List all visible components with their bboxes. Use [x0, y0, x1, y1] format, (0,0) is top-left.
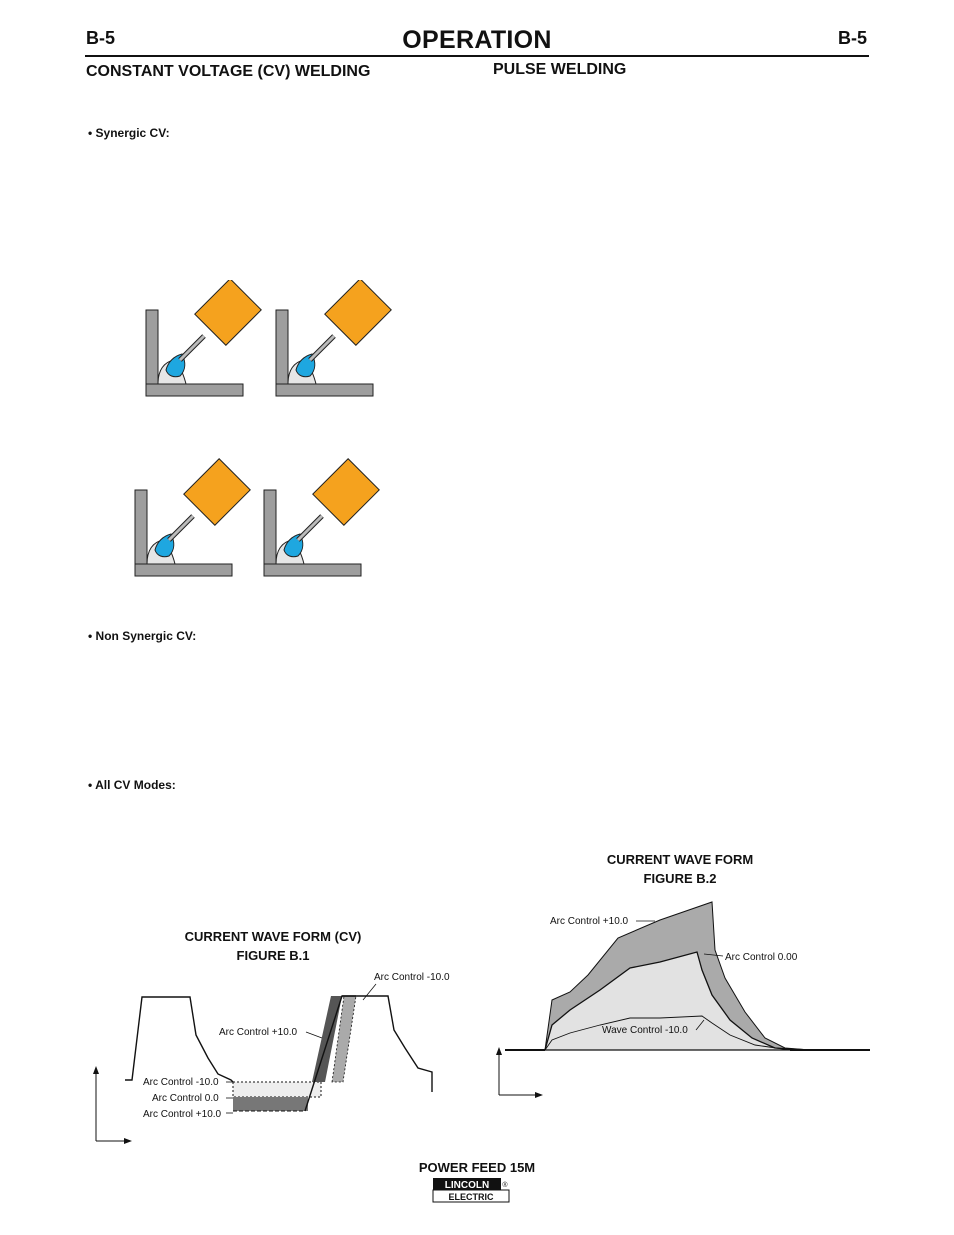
header-rule	[85, 55, 869, 57]
b2-label-plus: Arc Control +10.0	[550, 916, 629, 927]
all-cv-modes-bullet: • All CV Modes:	[88, 778, 176, 792]
b1-label-bottom-zero: Arc Control 0.0	[152, 1093, 219, 1104]
lincoln-logo-icon	[432, 1177, 510, 1204]
logo-bottom-text: ELECTRIC	[448, 1192, 494, 1202]
b1-label-top-minus: Arc Control -10.0	[374, 972, 450, 983]
logo-registered-mark: ®	[502, 1182, 508, 1189]
page-code-left: B-5	[86, 28, 116, 48]
figure-b2-title: CURRENT WAVE FORM	[606, 852, 754, 867]
b1-label-bottom-minus: Arc Control -10.0	[143, 1077, 219, 1088]
figure-b2-waveform	[490, 890, 880, 1110]
logo-top-text: LINCOLN	[444, 1180, 490, 1191]
b1-band-minus	[233, 1082, 321, 1097]
weld-illustration-4	[264, 459, 379, 576]
figure-b1-title: CURRENT WAVE FORM (CV)	[184, 929, 362, 944]
figure-b1-waveform	[80, 960, 470, 1150]
b1-band-zero	[233, 1097, 308, 1111]
b2-x-arrow-icon	[535, 1092, 543, 1098]
b2-label-zero: Arc Control 0.00	[725, 952, 798, 963]
pulse-welding-heading: PULSE WELDING	[493, 61, 627, 78]
weld-illustration-3	[135, 459, 250, 576]
weld-illustration-2	[276, 280, 391, 396]
b1-x-arrow-icon	[124, 1138, 132, 1144]
torch-angle-illustrations	[130, 280, 400, 590]
b2-y-arrow-icon	[496, 1047, 502, 1055]
b1-waveform-first-pulse	[125, 997, 233, 1082]
footer-model-name: POWER FEED 15M	[418, 1160, 536, 1175]
figure-b1-number: FIGURE B.1	[236, 948, 310, 963]
figure-b2-caption	[570, 850, 790, 888]
b1-label-top-plus: Arc Control +10.0	[219, 1027, 298, 1038]
non-synergic-cv-bullet: • Non Synergic CV:	[88, 629, 197, 643]
b1-leader-top-minus	[363, 984, 376, 1000]
synergic-cv-bullet: • Synergic CV:	[88, 126, 170, 140]
b1-leader-top-plus	[306, 1032, 322, 1038]
figure-b2-number: FIGURE B.2	[643, 871, 717, 886]
b2-label-minus: Wave Control -10.0	[602, 1025, 688, 1036]
cv-welding-heading: CONSTANT VOLTAGE (CV) WELDING	[86, 63, 371, 80]
b1-waveform-second-pulse	[305, 996, 432, 1111]
page-title: OPERATION	[402, 26, 552, 54]
lincoln-electric-logo	[432, 1177, 510, 1204]
page-code-right: B-5	[838, 28, 868, 48]
weld-illustration-1	[146, 280, 261, 396]
b1-y-arrow-icon	[93, 1066, 99, 1074]
b1-label-bottom-plus: Arc Control +10.0	[143, 1109, 222, 1120]
